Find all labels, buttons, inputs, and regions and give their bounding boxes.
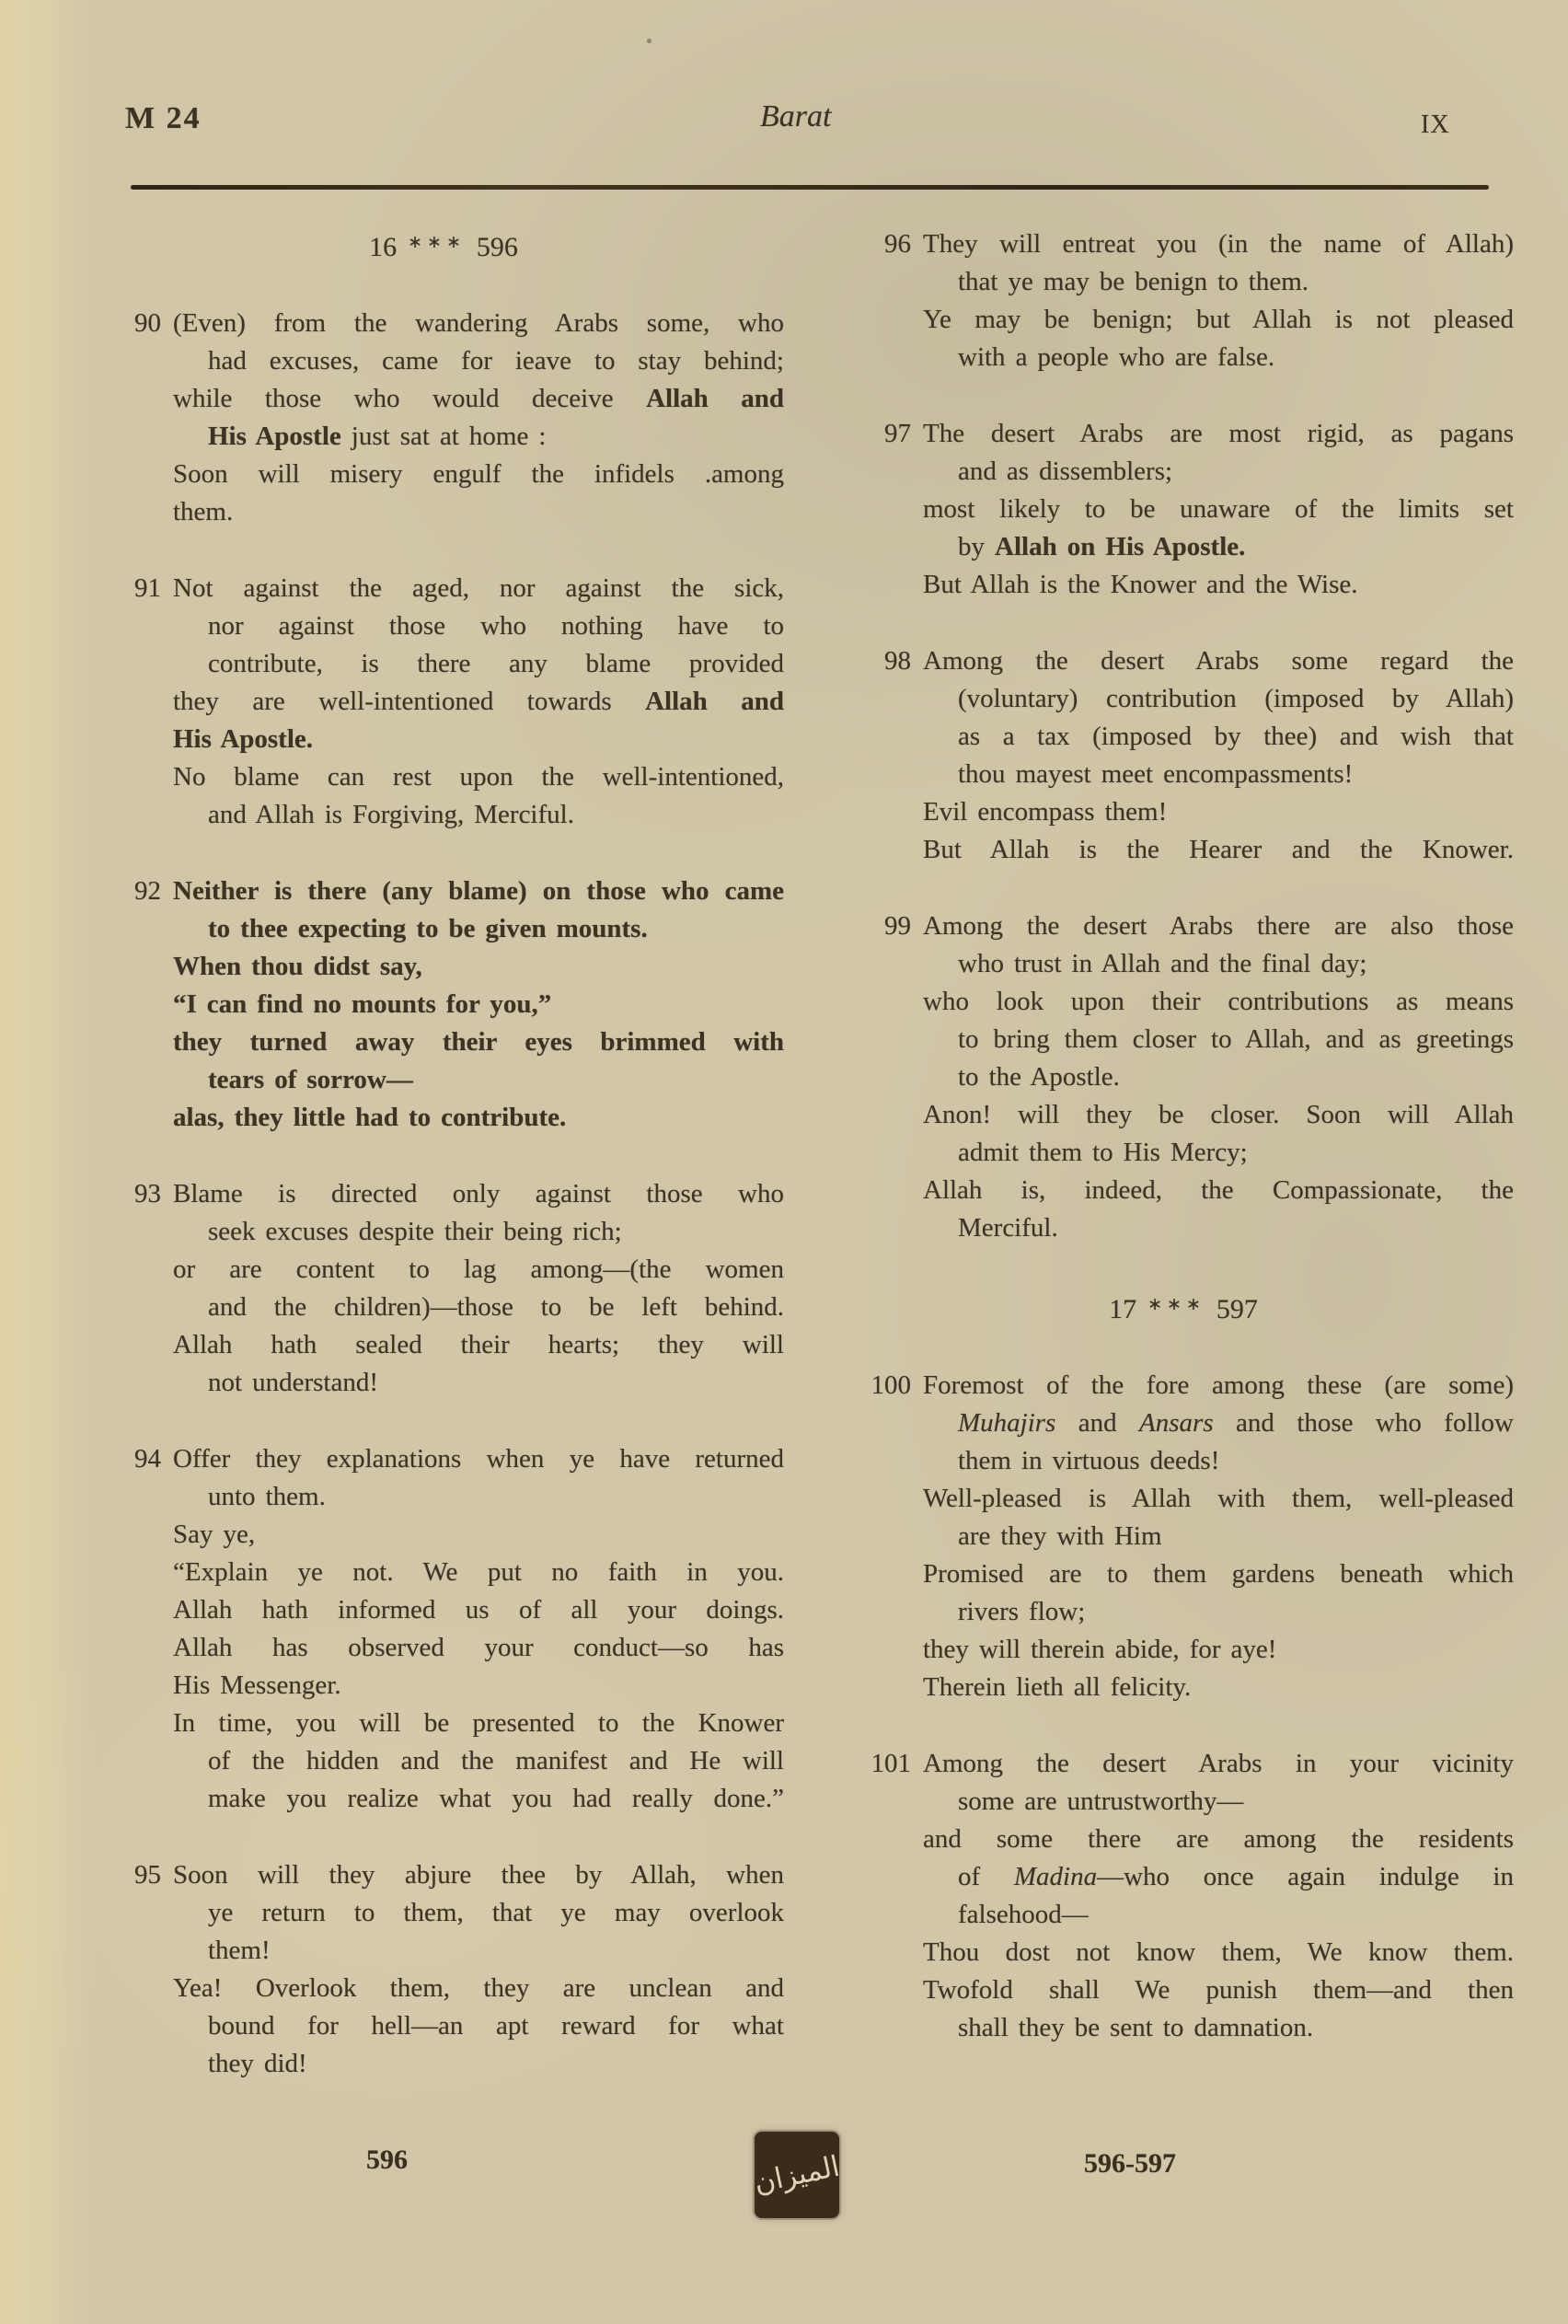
verse-line: Yea! Overlook them, they are unclean and	[173, 1973, 784, 2003]
verse-line: most likely to be unaware of the limits set	[923, 494, 1514, 524]
verse-line: Offer they explanations when ye have returned	[173, 1444, 784, 1474]
section-number: 16	[369, 232, 398, 262]
verse-line: seek excuses despite their being rich;	[208, 1217, 622, 1246]
section-header	[888, 1286, 1479, 1328]
verse-number: 100	[870, 1370, 911, 1400]
verse-line: nor against those who nothing have to	[208, 611, 784, 641]
verse-line: Neither is there (any blame) on those who came	[173, 876, 784, 906]
verse-line: Ye may be benign; but Allah is not pleased	[923, 305, 1514, 334]
verse-line: they will therein abide, for aye!	[923, 1635, 1277, 1664]
verse-line: or are content to lag among—(the women	[173, 1254, 784, 1284]
section-page: 596	[476, 232, 518, 262]
verse-line: who trust in Allah and the final day;	[958, 949, 1367, 978]
verse-line: admit them to His Mercy;	[958, 1138, 1248, 1167]
verse-line: Allah hath informed us of all your doings.	[173, 1595, 784, 1624]
verse-number: 91	[134, 573, 161, 603]
verse-number: 97	[884, 419, 911, 448]
verse-line: that ye may be benign to them.	[958, 267, 1309, 296]
verse-94	[134, 1440, 784, 1818]
section-page: 597	[1216, 1294, 1258, 1324]
verse-line: “I can find no mounts for you,”	[173, 989, 552, 1019]
verse-number: 94	[134, 1444, 161, 1474]
verse-line: Among the desert Arabs some regard the	[923, 646, 1514, 676]
verse-line: of Madina—who once again indulge in	[958, 1862, 1514, 1891]
verse-95	[134, 1856, 784, 2083]
verse-number: 95	[134, 1860, 161, 1890]
verse-line: and Allah is Forgiving, Merciful.	[208, 800, 574, 829]
verse-line: of the hidden and the manifest and He will	[208, 1746, 784, 1775]
verse-line: while those who would deceive Allah and	[173, 384, 784, 413]
verse-line: His Messenger.	[173, 1671, 341, 1700]
verse-line: Blame is directed only against those who	[173, 1179, 784, 1208]
verse-number: 90	[134, 308, 161, 338]
verse-line: Foremost of the fore among these (are some)	[923, 1370, 1514, 1400]
verse-line: to thee expecting to be given mounts.	[208, 914, 648, 943]
verse-line: as a tax (imposed by thee) and wish that	[958, 722, 1514, 751]
verse-line: and the children)—those to be left behind.	[208, 1292, 784, 1322]
verse-line: (voluntary) contribution (imposed by Allah)	[958, 684, 1514, 713]
verse-number: 98	[884, 646, 911, 676]
verse-line: contribute, is there any blame provided	[208, 649, 784, 678]
verse-line: Among the desert Arabs in your vicinity	[923, 1749, 1514, 1778]
verse-line: Not against the aged, nor against the sick,	[173, 573, 784, 603]
seal-calligraphy: الميزان	[751, 2149, 843, 2201]
verse-90	[134, 305, 784, 531]
footer-page-number-left: 596	[366, 2145, 408, 2175]
verse-91	[134, 570, 784, 834]
verse-line: by Allah on His Apostle.	[958, 532, 1246, 561]
verse-line: who look upon their contributions as means	[923, 987, 1514, 1016]
verse-line: Among the desert Arabs there are also those	[923, 911, 1514, 941]
verse-line: Well-pleased is Allah with them, well-pleased	[923, 1484, 1514, 1513]
verse-line: Promised are to them gardens beneath which	[923, 1559, 1514, 1589]
verse-line: Say ye,	[173, 1520, 256, 1549]
verse-96	[884, 225, 1514, 376]
column-right	[870, 225, 1515, 2086]
header-chapter-numeral: IX	[1421, 110, 1450, 139]
verse-line: they did!	[208, 2049, 307, 2078]
verse-number: 101	[870, 1749, 911, 1778]
header-rule	[131, 185, 1489, 190]
verse-line: them in virtuous deeds!	[958, 1446, 1220, 1475]
verse-93	[134, 1175, 784, 1402]
verse-line: alas, they little had to contribute.	[173, 1103, 567, 1132]
verse-line: shall they be sent to damnation.	[958, 2013, 1314, 2042]
verse-line: “Explain ye not. We put no faith in you.	[173, 1557, 784, 1587]
verse-98	[884, 642, 1514, 869]
verse-line: had excuses, came for ieave to stay behind;	[208, 346, 784, 376]
verse-line: Allah has observed your conduct—so has	[173, 1633, 784, 1662]
verse-number: 93	[134, 1179, 161, 1208]
verse-line: Thou dost not know them, We know them.	[923, 1937, 1514, 1967]
verse-line: Muhajirs and Ansars and those who follow	[958, 1408, 1515, 1438]
verse-line: and some there are among the residents	[923, 1824, 1514, 1854]
verse-line: Soon will misery engulf the infidels .among	[173, 459, 784, 489]
verse-line: with a people who are false.	[958, 342, 1275, 372]
header-folio-left: M 24	[125, 101, 202, 135]
paper-speck	[647, 39, 651, 43]
verse-line: to bring them closer to Allah, and as greetings	[958, 1024, 1514, 1054]
verse-line: The desert Arabs are most rigid, as pagans	[923, 419, 1514, 448]
verse-line: Evil encompass them!	[923, 797, 1168, 827]
verse-line: thou mayest meet encompassments!	[958, 759, 1354, 789]
verse-line: they turned away their eyes brimmed with	[173, 1027, 784, 1057]
verse-line: His Apostle.	[173, 724, 314, 754]
verse-line: But Allah is the Knower and the Wise.	[923, 570, 1358, 599]
verse-99	[884, 908, 1514, 1247]
verse-line: them.	[173, 497, 234, 526]
verse-line: Allah hath sealed their hearts; they will	[173, 1330, 784, 1359]
verse-line: them!	[208, 1936, 271, 1965]
verse-line: unto them.	[208, 1482, 326, 1511]
section-header	[138, 224, 749, 266]
verse-line: Allah is, indeed, the Compassionate, the	[923, 1175, 1514, 1205]
verse-line: falsehood—	[958, 1900, 1089, 1929]
verse-97	[884, 415, 1514, 604]
verse-line: Twofold shall We punish them—and then	[923, 1975, 1514, 2005]
verse-line: ye return to them, that ye may overlook	[208, 1898, 784, 1927]
verse-line: No blame can rest upon the well-intentioned,	[173, 762, 784, 792]
verse-line: to the Apostle.	[958, 1062, 1120, 1092]
verse-line: bound for hell—an apt reward for what	[208, 2011, 784, 2041]
verse-line: His Apostle just sat at home :	[208, 422, 547, 451]
verse-line: they are well-intentioned towards Allah and	[173, 687, 784, 716]
publisher-seal-icon	[751, 2132, 843, 2218]
verse-line: Anon! will they be closer. Soon will Allah	[923, 1100, 1514, 1129]
verse-line: tears of sorrow—	[208, 1065, 413, 1094]
verse-line: are they with Him	[958, 1521, 1162, 1551]
column-left	[134, 224, 784, 2122]
verse-line: Soon will they abjure thee by Allah, when	[173, 1860, 784, 1890]
section-number: 17	[1109, 1294, 1137, 1324]
footer-page-number-right: 596-597	[1084, 2148, 1176, 2179]
verse-line: make you realize what you had really done.”	[208, 1784, 784, 1813]
section-stars-icon: ∗∗∗	[1147, 1295, 1205, 1314]
verse-number: 99	[884, 911, 911, 941]
verse-line: Merciful.	[958, 1213, 1058, 1243]
verse-line: not understand!	[208, 1368, 378, 1397]
verse-100	[870, 1367, 1515, 1706]
verse-line: In time, you will be presented to the Knower	[173, 1708, 784, 1738]
verse-number: 96	[884, 229, 911, 259]
verse-101	[870, 1745, 1514, 2047]
verse-line: But Allah is the Hearer and the Knower.	[923, 835, 1514, 864]
verse-number: 92	[134, 876, 161, 906]
verse-line: (Even) from the wandering Arabs some, who	[173, 308, 784, 338]
verse-line: Therein lieth all felicity.	[923, 1672, 1192, 1702]
verse-line: some are untrustworthy—	[958, 1786, 1244, 1816]
verse-92	[134, 873, 784, 1137]
section-stars-icon: ∗∗∗	[408, 233, 466, 252]
verse-line: When thou didst say,	[173, 952, 422, 981]
verse-line: They will entreat you (in the name of Allah)	[923, 229, 1514, 259]
verse-line: rivers flow;	[958, 1597, 1086, 1626]
page-title: Barat	[760, 99, 832, 133]
verse-line: and as dissemblers;	[958, 457, 1173, 486]
